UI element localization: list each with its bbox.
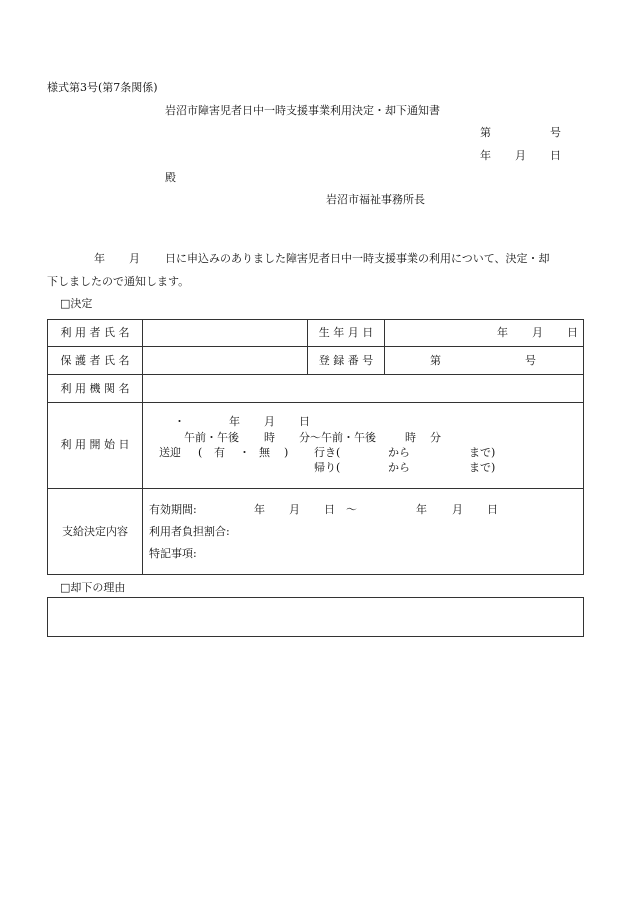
start-date-dot: ・ (174, 415, 185, 428)
transport-return-until: まで) (469, 461, 496, 474)
issue-date-day: 日 (550, 149, 561, 162)
transport-outbound-until: まで) (469, 446, 496, 459)
transport-return-from: から (388, 461, 410, 474)
birthdate-year: 年 (497, 326, 508, 339)
body-month: 月 (129, 252, 140, 265)
transport-return: 帰り( (314, 461, 341, 474)
transport-paren-close: ) (284, 446, 289, 459)
registration-number-label: 登 録 番 号 (318, 354, 374, 367)
body-text-line1: 日に申込みのありました障害児者日中一時支援事業の利用について、決定・却 (165, 252, 550, 265)
special-notes-label: 特記事項: (149, 547, 197, 560)
guardian-name-label: 保 護 者 氏 名 (60, 354, 130, 367)
start-date-label: 利 用 開 始 日 (60, 438, 130, 451)
issue-date-year: 年 (480, 149, 491, 162)
start-time-hour: 時 (264, 431, 275, 444)
transport-paren-open: ( (198, 446, 203, 459)
start-time-ampm: 午前・午後 (184, 431, 239, 444)
document-title: 岩沼市障害児者日中一時支援事業利用決定・却下通知書 (165, 104, 440, 117)
validity-start-year: 年 (254, 503, 265, 516)
user-name-label: 利 用 者 氏 名 (60, 326, 130, 339)
validity-tilde: 〜 (346, 503, 357, 516)
addressee-honorific: 殿 (165, 171, 176, 184)
transport-separator: ・ (239, 446, 250, 459)
validity-end-year: 年 (416, 503, 427, 516)
start-time-range: 分〜午前・午後 (299, 431, 376, 444)
transport-label: 送迎 (159, 446, 181, 459)
registration-number-prefix: 第 (430, 354, 441, 367)
transport-yes: 有 (214, 446, 225, 459)
registration-number-suffix: 号 (525, 354, 536, 367)
validity-end-day: 日 (487, 503, 498, 516)
decision-checkbox-label: □決定 (60, 297, 93, 310)
birthdate-day: 日 (567, 326, 578, 339)
end-time-hour: 時 (405, 431, 416, 444)
validity-start-day: 日 (324, 503, 335, 516)
birthdate-month: 月 (532, 326, 543, 339)
issue-date-month: 月 (515, 149, 526, 162)
doc-number-suffix: 号 (550, 126, 561, 139)
facility-name-label: 利 用 機 関 名 (60, 382, 130, 395)
birthdate-label: 生 年 月 日 (318, 326, 374, 339)
validity-start-month: 月 (289, 503, 300, 516)
body-year: 年 (94, 252, 105, 265)
end-time-minute: 分 (430, 431, 441, 444)
benefit-decision-label: 支給決定内容 (62, 525, 128, 538)
validity-end-month: 月 (452, 503, 463, 516)
issuer-name: 岩沼市福祉事務所長 (326, 193, 425, 206)
start-date-day: 日 (299, 415, 310, 428)
transport-outbound-from: から (388, 446, 410, 459)
doc-number-prefix: 第 (480, 126, 491, 139)
rejection-checkbox-label: □却下の理由 (60, 581, 126, 594)
form-number: 様式第3号(第7条関係) (47, 81, 158, 94)
start-date-month: 月 (264, 415, 275, 428)
transport-no: 無 (259, 446, 270, 459)
transport-outbound: 行き( (314, 446, 341, 459)
user-burden-ratio-label: 利用者負担割合: (149, 525, 230, 538)
body-text-line2: 下しましたので通知します。 (47, 275, 190, 288)
start-date-year: 年 (229, 415, 240, 428)
rejection-reason-box (47, 597, 584, 637)
validity-period-label: 有効期間: (149, 503, 197, 516)
